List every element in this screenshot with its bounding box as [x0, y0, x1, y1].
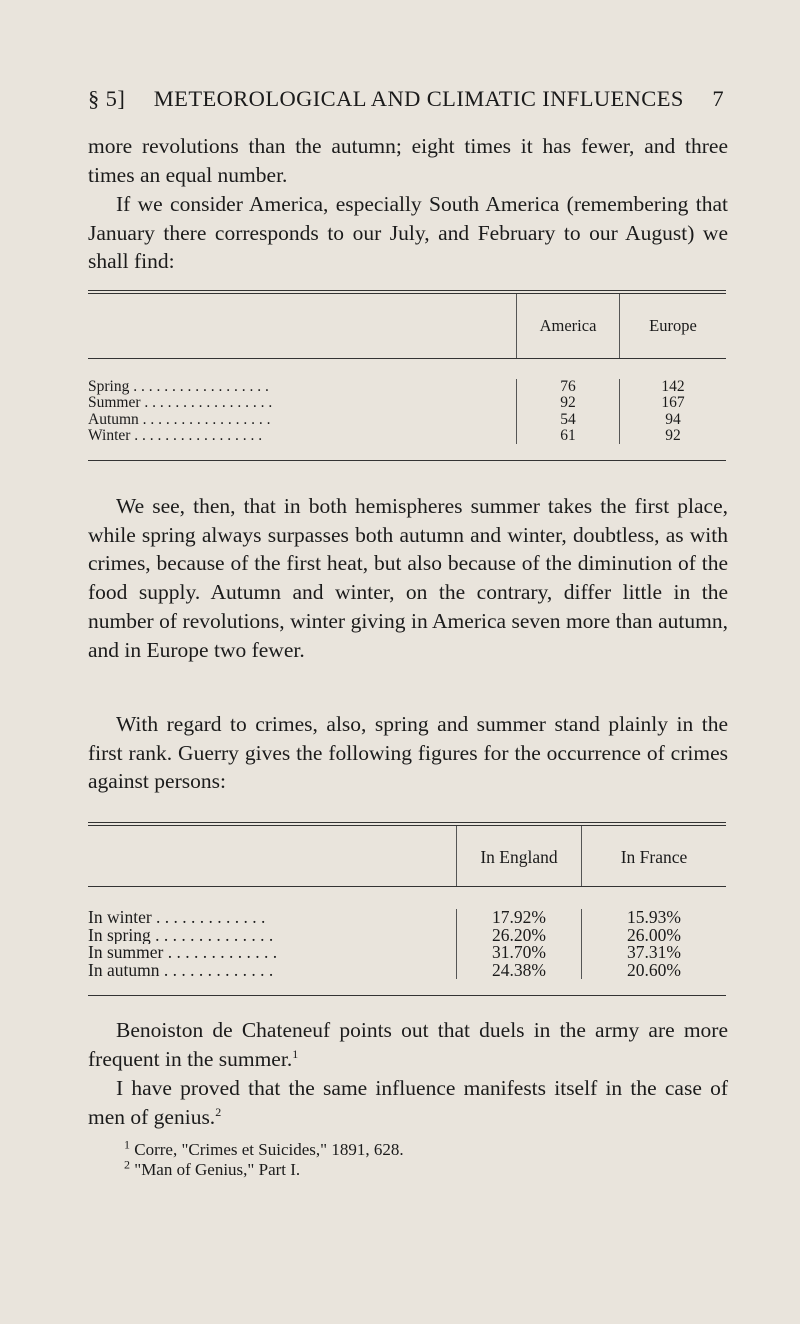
row-labels [88, 379, 516, 444]
cell-value: 76 [560, 378, 576, 395]
cell-value: 61 [560, 426, 576, 444]
table-body [88, 887, 726, 995]
footnotes [124, 1137, 404, 1180]
running-header [88, 86, 724, 112]
table-header-row [88, 826, 726, 886]
table-stub-header [88, 826, 456, 886]
section-marker: § 5] [88, 86, 126, 111]
france-values [581, 909, 726, 979]
table-bottom-rule [88, 460, 726, 461]
cell-value: 92 [560, 394, 576, 412]
paragraph-6-text: I have proved that the same influence manifests itself in the case of men of genius. [88, 1076, 728, 1129]
row-label-summer: In summer . . . . . . . . . . . . . [88, 944, 278, 962]
paragraph-6 [88, 1074, 728, 1131]
running-title: METEOROLOGICAL AND CLIMATIC INFLUENCES [153, 86, 684, 111]
column-header-europe: Europe [619, 294, 726, 358]
row-label-spring: In spring . . . . . . . . . . . . . . [88, 926, 274, 944]
row-labels [88, 909, 456, 979]
seasons-revolutions-table [88, 290, 726, 461]
england-values [456, 909, 581, 979]
cell-value: 26.00% [627, 924, 681, 945]
cell-value: 37.31% [627, 942, 681, 962]
footnote-ref-1[interactable]: 1 [292, 1046, 299, 1061]
europe-values [619, 379, 726, 444]
paragraph-2: If we consider America, especially South America (remembering that January there corresponds to our July, and February to our August) we shall find: [88, 192, 728, 274]
footnote-1 [124, 1137, 404, 1160]
paragraph-5-text: Benoiston de Chateneuf points out that duels in the army are more frequent in the summer. [88, 1018, 728, 1071]
footnote-mark: 1 [124, 1137, 130, 1152]
table-header-row [88, 294, 726, 358]
row-label-winter: In winter . . . . . . . . . . . . . [88, 909, 266, 927]
row-label-spring: Spring . . . . . . . . . . . . . . . . . . [88, 379, 269, 395]
column-header-france: In France [581, 826, 726, 886]
footnote-ref-2[interactable]: 2 [215, 1104, 222, 1119]
cell-value: 20.60% [627, 959, 681, 980]
cell-value: 15.93% [627, 907, 681, 927]
footnote-text: "Man of Genius," Part I. [134, 1160, 301, 1179]
footnote-text: Corre, "Crimes et Suicides," 1891, 628. [134, 1140, 404, 1159]
paragraph-5 [88, 1016, 728, 1073]
cell-value: 54 [560, 410, 576, 428]
table-body [88, 359, 726, 460]
paragraph-3: We see, then, that in both hemispheres summer takes the first place, while spring always surpasses both autumn and winter, doubtless, as with crimes, because of the first heat, but also because of the diminution of the food supply. Autumn and winter, on the contrary, differ little in the number of revolutions, winter giving in America seven more than autumn, and in Europe two fewer. [88, 494, 728, 662]
page-number: 7 [712, 86, 724, 111]
column-header-england: In England [456, 826, 581, 886]
america-values [516, 379, 619, 444]
row-label-autumn: In autumn . . . . . . . . . . . . . [88, 961, 274, 979]
cell-value: 167 [661, 394, 685, 412]
paragraph-4: With regard to crimes, also, spring and summer stand plainly in the first rank. Guerry gives the following figures for the occurrence of crimes against persons: [88, 712, 728, 794]
cell-value: 17.92% [492, 907, 546, 927]
paragraph-1: more revolutions than the autumn; eight times it has fewer, and three times an equal number. [88, 134, 728, 187]
row-label-summer: Summer . . . . . . . . . . . . . . . . . [88, 395, 273, 412]
row-label-autumn: Autumn . . . . . . . . . . . . . . . . . [88, 411, 271, 428]
cell-value: 94 [665, 410, 681, 428]
column-header-america: America [516, 294, 619, 358]
footnote-mark: 2 [124, 1157, 130, 1172]
row-label-winter: Winter . . . . . . . . . . . . . . . . . [88, 427, 263, 444]
cell-value: 24.38% [492, 959, 546, 980]
cell-value: 142 [661, 378, 685, 395]
cell-value: 92 [665, 426, 681, 444]
crimes-against-persons-table [88, 822, 726, 996]
footnote-2 [124, 1157, 404, 1180]
cell-value: 26.20% [492, 924, 546, 945]
table-bottom-rule [88, 995, 726, 996]
table-stub-header [88, 294, 516, 358]
cell-value: 31.70% [492, 942, 546, 962]
